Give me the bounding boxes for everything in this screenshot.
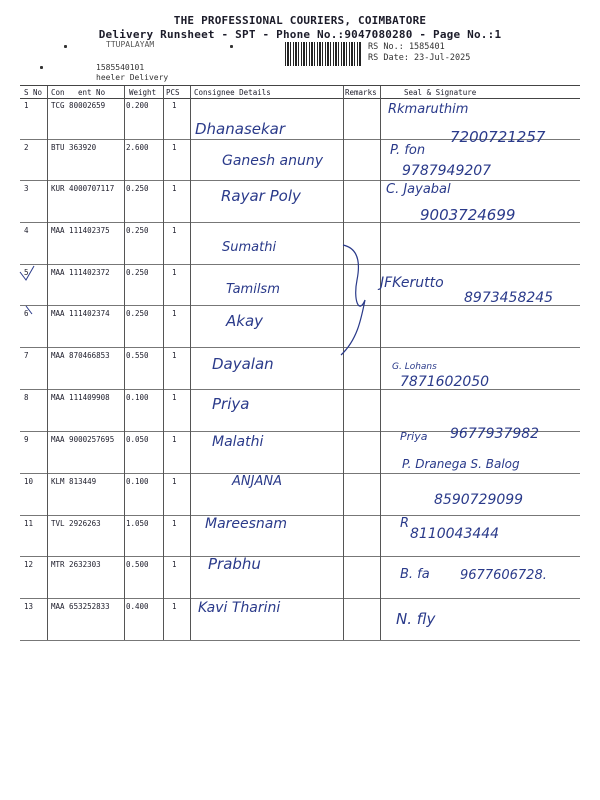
col-consignee: Consignee Details [194,88,271,97]
col-divider [380,347,381,389]
table-row [20,305,580,348]
col-weight: Weight [129,88,157,97]
row-pcs: 1 [172,560,177,569]
col-divider [47,556,48,598]
run-id: 1585540101 [96,63,145,72]
handwritten-phone: 8590729099 [434,492,524,508]
handwritten-consignee: Priya [212,395,250,413]
row-consignment-no: MAA 111409908 [51,393,110,402]
handwritten-consignee: Kavi Tharini [198,600,281,616]
col-divider [163,97,164,139]
row-sno: 1 [24,101,29,110]
rs-number: RS No.: 1585401 [368,42,445,52]
row-consignment-no: BTU 363920 [51,143,97,152]
handwritten-consignee: Mareesnam [205,516,288,532]
row-pcs: 1 [172,393,177,402]
row-consignment-no: MAA 653252833 [51,602,110,611]
col-divider [47,97,48,139]
col-divider [124,139,125,180]
row-sno: 12 [24,560,34,569]
col-divider [343,97,344,139]
scan-speck [40,66,43,69]
col-divider [190,222,191,264]
col-divider [124,347,125,389]
col-divider [124,97,125,139]
col-pcs: PCS [166,88,180,97]
handwritten-consignee: Akay [226,312,264,330]
row-weight: 0.100 [126,477,149,486]
col-divider [47,431,48,473]
handwritten-phone: 9003724699 [420,206,516,224]
handwritten-signature: R [400,516,410,531]
handwritten-signature: N. fly [396,610,436,628]
handwritten-consignee: ANJANA [232,474,282,489]
col-divider [380,222,381,264]
row-pcs: 1 [172,435,177,444]
row-sno: 10 [24,477,34,486]
row-sno: 13 [24,602,34,611]
col-divider [47,515,48,556]
row-consignment-no: MAA 111402375 [51,226,110,235]
row-sno: 7 [24,351,29,360]
document-title: THE PROFESSIONAL COURIERS, COIMBATORE [173,14,427,27]
col-divider [190,431,191,473]
col-divider [47,389,48,431]
col-divider [190,389,191,431]
col-divider [380,515,381,556]
row-pcs: 1 [172,351,177,360]
col-divider [380,180,381,222]
col-divider [190,515,191,556]
col-divider [343,515,344,556]
col-divider [124,264,125,305]
col-divider [380,305,381,347]
row-pcs: 1 [172,268,177,277]
col-remarks: Remarks [345,88,377,97]
rs-date: RS Date: 23-Jul-2025 [368,53,471,63]
handwritten-consignee: Ganesh anuny [222,153,324,169]
col-divider [47,305,48,347]
hand-bracket [335,240,375,360]
row-consignment-no: TVL 2926263 [51,519,101,528]
col-divider [47,598,48,640]
handwritten-signature: P. fon [390,143,426,158]
col-con: Con [51,88,65,97]
row-weight: 0.550 [126,351,149,360]
row-pcs: 1 [172,184,177,193]
row-pcs: 1 [172,143,177,152]
handwritten-signature: JFKerutto [380,275,444,291]
row-weight: 0.250 [126,226,149,235]
row-sno: 8 [24,393,29,402]
handwritten-phone: 9677937982 [450,426,540,442]
row-weight: 0.250 [126,309,149,318]
row-weight: 0.200 [126,101,149,110]
handwritten-consignee: Malathi [212,434,264,450]
col-divider [163,473,164,515]
row-weight: 0.100 [126,393,149,402]
row-pcs: 1 [172,101,177,110]
table-row [20,598,580,641]
row-pcs: 1 [172,519,177,528]
col-divider [343,556,344,598]
handwritten-consignee: Rayar Poly [221,187,301,205]
col-divider [124,389,125,431]
row-pcs: 1 [172,226,177,235]
col-divider [124,431,125,473]
col-divider [163,431,164,473]
row-consignment-no: MTR 2632303 [51,560,101,569]
document-subtitle: Delivery Runsheet - SPT - Phone No.:9047080280 - Page No.:1 [98,28,502,41]
col-divider [163,556,164,598]
col-divider [380,598,381,640]
row-pcs: 1 [172,602,177,611]
col-divider [190,139,191,180]
col-divider [343,180,344,222]
col-divider [163,222,164,264]
col-divider [343,473,344,515]
area-name: TTUPALAYAM [106,40,155,49]
col-divider [124,515,125,556]
col-divider [163,389,164,431]
col-divider [380,431,381,473]
hand-tick [18,264,38,284]
row-consignment-no: MAA 111402372 [51,268,110,277]
col-divider [47,139,48,180]
col-divider [47,180,48,222]
col-divider [163,598,164,640]
row-pcs: 1 [172,309,177,318]
handwritten-signature: Priya [400,430,428,443]
col-divider [380,556,381,598]
row-consignment-no: MAA 9000257695 [51,435,115,444]
col-divider [343,389,344,431]
col-divider [163,305,164,347]
handwritten-consignee: Sumathi [222,240,277,255]
handwritten-consignee: Prabhu [208,555,261,573]
handwritten-signature: C. Jayabal [386,182,451,197]
col-divider [190,305,191,347]
handwritten-phone: 7871602050 [400,374,490,390]
col-divider [163,139,164,180]
col-divider [124,180,125,222]
row-weight: 0.250 [126,268,149,277]
handwritten-consignee: Dhanasekar [195,120,286,138]
col-divider [163,515,164,556]
handwritten-signature: Rkmaruthim [388,102,469,117]
handwritten-consignee: Tamilsm [226,282,280,297]
col-divider [163,180,164,222]
handwritten-signature: P. Dranega S. Balog [402,457,520,471]
col-divider [190,556,191,598]
handwritten-phone: 7200721257 [450,128,546,146]
scan-speck [64,45,67,48]
row-sno: 6 [24,309,29,318]
row-sno: 4 [24,226,29,235]
col-divider [190,180,191,222]
handwritten-phone: 9787949207 [402,163,492,179]
col-divider [190,97,191,139]
col-divider [124,473,125,515]
barcode [285,42,361,66]
row-weight: 0.250 [126,184,149,193]
col-divider [163,347,164,389]
handwritten-phone: 8973458245 [464,290,554,306]
col-divider [190,264,191,305]
row-consignment-no: MAA 111402374 [51,309,110,318]
row-sno: 11 [24,519,34,528]
col-ent: ent No [78,88,106,97]
table-row [20,222,580,265]
row-sno: 2 [24,143,29,152]
col-divider [380,139,381,180]
row-weight: 0.050 [126,435,149,444]
delivery-type: heeler Delivery [96,73,169,82]
col-divider [124,222,125,264]
row-weight: 1.050 [126,519,149,528]
col-divider [124,556,125,598]
col-divider [380,97,381,139]
row-consignment-no: MAA 870466853 [51,351,110,360]
row-weight: 0.500 [126,560,149,569]
col-divider [163,264,164,305]
col-divider [47,473,48,515]
row-sno: 9 [24,435,29,444]
col-divider [380,473,381,515]
col-sno: S No [24,88,43,97]
row-weight: 2.600 [126,143,149,152]
row-sno: 5 [24,268,29,277]
col-divider [343,139,344,180]
col-divider [190,347,191,389]
row-weight: 0.400 [126,602,149,611]
scan-speck [230,45,233,48]
handwritten-consignee: Dayalan [212,355,274,373]
col-divider [47,264,48,305]
hand-tick [24,302,44,322]
row-sno: 3 [24,184,29,193]
col-divider [190,598,191,640]
col-divider [124,305,125,347]
col-divider [47,222,48,264]
col-divider [124,598,125,640]
handwritten-signature: G. Lohans [392,362,437,372]
handwritten-phone: 9677606728. [460,568,547,583]
col-divider [47,347,48,389]
handwritten-signature: B. fa [400,567,430,582]
col-signature: Seal & Signature [404,88,477,97]
handwritten-phone: 8110043444 [410,526,500,542]
row-consignment-no: TCG 80002659 [51,101,106,110]
table-row [20,347,580,390]
col-divider [343,598,344,640]
col-divider [190,473,191,515]
col-divider [380,389,381,431]
row-consignment-no: KUR 4000707117 [51,184,115,193]
col-divider [343,431,344,473]
row-pcs: 1 [172,477,177,486]
row-consignment-no: KLM 813449 [51,477,97,486]
